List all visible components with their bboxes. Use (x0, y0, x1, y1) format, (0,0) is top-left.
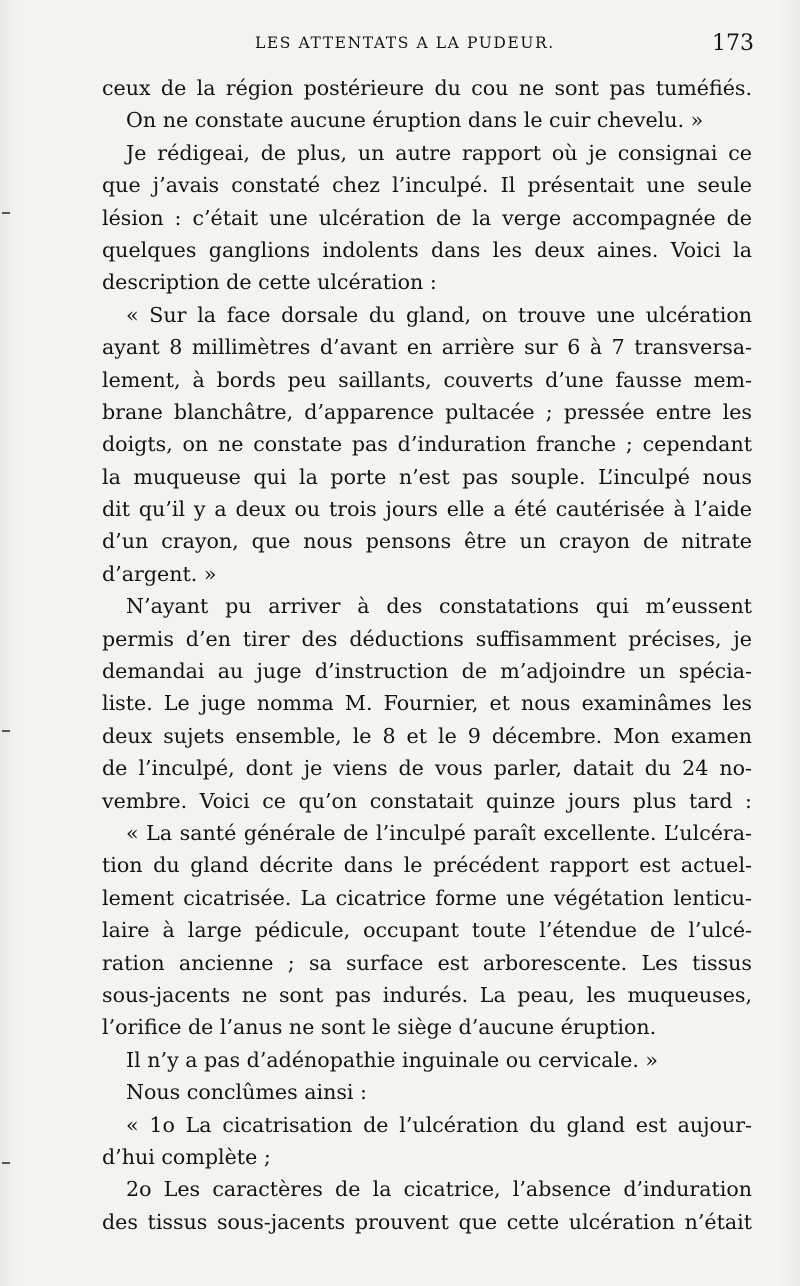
text-line: ceux de la région postérieure du cou ne sont pas tuméfiés. (102, 76, 752, 100)
text-line: 2o Les caractères de la cicatrice, l’absence d’induration (126, 1177, 752, 1202)
text-line: Il n’y a pas d’adénopathie inguinale ou cervicale. » (126, 1047, 659, 1072)
text-line: liste. Le juge nomma M. Fournier, et nous examinâmes les (102, 691, 752, 716)
text-line: « Sur la face dorsale du gland, on trouve une ulcération (126, 302, 752, 327)
margin-mark (2, 1162, 10, 1164)
text-line: « 1o La cicatrisation de l’ulcération du gland est aujour- (126, 1112, 752, 1137)
text-line: demandai au juge d’instruction de m’adjoindre un spécia- (102, 659, 752, 684)
body-text (102, 72, 752, 1238)
text-line: sous-jacents ne sont pas indurés. La peau, les muqueuses, (102, 982, 752, 1007)
text-line: tion du gland décrite dans le précédent rapport est actuel- (102, 853, 752, 878)
text-line: d’hui complète ; (102, 1144, 271, 1169)
text-line: dit qu’il y a deux ou trois jours elle a été cautérisée à l’aide (102, 497, 752, 522)
text-line: brane blanchâtre, d’apparence pultacée ; pressée entre les (102, 399, 752, 424)
text-line: lement cicatrisée. La cicatrice forme une végétation lenticu- (102, 885, 752, 910)
text-line: lement, à bords peu saillants, couverts d’une fausse mem- (102, 367, 752, 392)
text-line: N’ayant pu arriver à des constatations qui m’eussent (126, 594, 752, 619)
text-line: description de cette ulcération : (102, 270, 437, 295)
text-line: Nous conclûmes ainsi : (126, 1080, 367, 1105)
text-line: la muqueuse qui la porte n’est pas souple. L’inculpé nous (102, 464, 752, 489)
margin-mark (2, 212, 10, 214)
text-line: lésion : c’était une ulcération de la verge accompagnée de (102, 205, 752, 230)
text-line: quelques ganglions indolents dans les deux aines. Voici la (102, 237, 752, 262)
text-line: que j’avais constaté chez l’inculpé. Il présentait une seule (102, 173, 752, 198)
text-line: laire à large pédicule, occupant toute l’étendue de l’ulcé- (102, 918, 752, 943)
text-line: l’orifice de l’anus ne sont le siège d’aucune éruption. (102, 1015, 657, 1040)
text-line: ayant 8 millimètres d’avant en arrière sur 6 à 7 transversa- (102, 335, 752, 360)
text-line: « La santé générale de l’inculpé paraît excellente. L’ulcéra- (126, 820, 752, 845)
text-line: deux sujets ensemble, le 8 et le 9 décembre. Mon examen (102, 723, 752, 748)
text-line: On ne constate aucune éruption dans le cuir chevelu. » (126, 108, 704, 133)
text-line: de l’inculpé, dont je viens de vous parler, datait du 24 no- (102, 756, 752, 781)
page-header (0, 31, 800, 60)
text-line: permis d’en tirer des déductions suffisamment précises, je (102, 626, 752, 651)
text-line: des tissus sous-jacents prouvent que cette ulcération n’était (102, 1209, 752, 1234)
text-line: Je rédigeai, de plus, un autre rapport où je consignai ce (126, 140, 752, 165)
text-line: doigts, on ne constate pas d’induration franche ; cependant (102, 432, 752, 457)
running-title: LES ATTENTATS A LA PUDEUR. (255, 34, 555, 52)
text-line: ration ancienne ; sa surface est arborescente. Les tissus (102, 950, 752, 975)
text-line: d’argent. » (102, 561, 217, 586)
page-number: 173 (712, 31, 754, 56)
text-line: d’un crayon, que nous pensons être un crayon de nitrate (102, 529, 752, 554)
text-line: vembre. Voici ce qu’on constatait quinze jours plus tard : (102, 788, 752, 813)
margin-mark (2, 730, 10, 732)
